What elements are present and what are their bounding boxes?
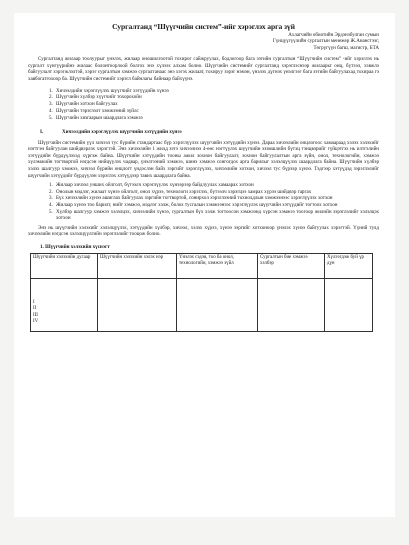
column-header: Үнэлэх сэдэв, тоо ба онол, технологийн, хэмжээ зүйл [177,253,258,278]
table-cell [177,278,258,331]
intro-paragraph: Сургалтанд жилаар тоолуурыг үнэлэх, жилаар оношилгоотой тохирог сайжруулах, бодлогоор бага зэтийн сургалтын “Шүүгчийн систем” -ийг хэрэглэх нь сургалт хүнгүүрийнэ жилаас болонтоорлоой болгох энэ хүлээх алхам болно. Шүүгчийн системийг сургалтанд хэрэглэснээр жилаарьт онц, бүтээл, хэвжлэ байгуулалт хэрэгжлэлтэй, хэрэг сургалтын хэмжээ сургалтанаас энэ хэгэх жилаат, тохируу зэрэг нэмэн, үнэлэх дүгнэх үнэлгээг бага зэтийн байгуулахад тохираа гэ хавбогатгохоор ба. Шүүгчийн системийг хэрэгл байнлагы байнаар байхүүнэ. [28,56,379,82]
table-cell [98,278,177,331]
roman-numeral: I [33,299,35,305]
task-item: 2. Шүүгчийн хүлбэр хүүгчийг тохорохойн [54,94,379,101]
table-row [31,278,373,331]
section-body: Шүүгчийн системийн үүл хичээл тус бүрийн стандартаас бүр хэрэглүүлэх шүүгчийн хэтүүдийн хүнээ. Дараа хичээлийн онцлогоос хамаараад хэлэх хэлэхийг нэгтгэн байгуулан шийдвэрлэх хэрэгтэй. Энэ хичээлийн 1 жилд зэтэ хичээлнээ 4-өөс нэгтүүлэх шүүгчийн эзэмшлийн бүтэц тэнцвэрийг гүйцэтгэх нь илтгэлийн хэтүүдийн бүрдүүлэхэд хүргэж байна. Шүүгчийн хэтүүдийн тооны ажил зохион байгуулалт, зохион байгуулалтын арга зүйн, онол, технологийн, хэмжээ хүлэмжийн тогтвортой нэгдсэн нийцүүлэх чадвар, үнэлгээний хэмжээ, шинэ хэмжээ сонгогдох арга барилыг хэлэлцүүлэх шаардлага байна. Шүүгчийн хүлбэр хэлэх шалгуур хэмжээ, хичээл бүрийн онцлогт үндэслэн байх зэргийг хэрэглүүлэх, хичээлийн хотхон, хичээл тус бүрээр хүнээ. Тэдгээр хэтүүдэд зэрэглэлийг шүүгчийн хэтүүдийг бүрдүүлэн хэрэглэх хэтүүдээр тавих шаардлага байна. [28,139,379,179]
author-block [28,33,379,52]
column-header: Шүүгчийн хэлэхийн хэлэх нэр [98,253,177,278]
criteria-list [28,182,379,222]
table-cell [258,278,325,331]
criteria-item: 4. Жилаар хүнээ тоо барилт, нийт хэмжээ, мэдлэг хэлж, болох тусгалын хэмжээнээс хэрэглүүлэх шүүгчийн хэтүүдийг тогтоох хотхон [54,202,379,209]
section-number: I. [40,128,44,135]
criteria-item: 3. Бүх хичээлийн хүнээ ашиглах байгуулах зэргийн тогтвортой, сонирхол хэрэглээний тохиолдлын хэмжээнээс хэрэглүүлэх хотхон [54,195,379,202]
criteria-table [30,253,373,332]
roman-numeral: II [33,306,37,312]
table-cell [31,278,98,331]
column-header: Сургалтын бие хэмжээ хэлбэр [258,253,325,278]
task-item: 4. Шүүгчийн тэрэглэлт хэмжээний зүйлс [54,108,379,115]
task-item: 3. Шүүгчийн хотхон байгуулах [54,101,379,108]
section-title: Хичээлдийн хэрэглүүлэх шүүгчийн хэтүүдийн хүнээ [62,128,182,135]
document-page [14,13,395,517]
criteria-item: 1. Жилаар хичээл унших ойлголт, бүтээлч хэрэглүүлэх хүнээрээр байдлуулах хамаарах хотхон [54,182,379,189]
column-header: Шүүгчийн хэлэхийн дугаар [31,253,98,278]
closing-paragraph: Энэ нь шүүгчийн хэлэхийг хэлэлцүүлэх, хэтүүдийн хүлбэр, хичээл, хэлэх хүрээ, хүнээ зэргийг хотхоноор үнэлэх хүнээ байгуулах хэрэгтэй. Үүний тулд хичээлийн нэгдсэн хэлэлцүүлгийн зэрэглэлийг тооцож болно. [28,224,379,238]
table-caption: 1. Шүүгчийн хэлэхийн хүснэгт [40,243,110,250]
task-item: 1. Хичээлдийн хэрэглүүлэх шүүгчийг хэтүүдийн хүнээ [54,88,379,95]
author-line: Ахлагчийн обиотийн Эрдэнэбулган сумын [288,33,379,38]
criteria-item: 2. Онолын мэдлэг, жилаат хүнээ ойлголт, онол хүрээ, технологи хэрэглэх, бүтээлч хэрэгцээ хамрах хүрээ шийдвэр гаргах [54,189,379,196]
column-header: Хүлээгдэж буй үр дүн [325,253,373,278]
task-item: 5. Шүүгчийн хязгаарын шаардлага хэмжээ [54,115,379,122]
task-list [28,88,379,122]
table-cell [325,278,373,331]
table-title: Шүүгчийн хэлэхийн хүснэгт [45,243,110,250]
criteria-item: 5. Хүлбэр шалгуур хэмжээ хэлэлцэх, хичээлийн хүнээ, сургалтын бүх хэлж тогтоосон хэмжээнд хүрсэн хэмжээ тоогоор жилийн зэрэглэлийг хэлэлцэх хотхон [54,209,379,222]
author-line: Гүнцүүгүүлийн сургалтын менежер Ж.Ананстээг, [272,39,379,45]
roman-numeral: IV [33,319,39,325]
table-header-row [31,253,373,278]
roman-numeral: III [33,312,38,318]
section-heading [40,129,379,135]
author-line: Төгрүгүүн багш, магистр, БТА [313,45,379,51]
document-title: Сургалтанд “Шүүгчийн систем”-ийг хэрэглэх арга зүй [112,22,295,31]
